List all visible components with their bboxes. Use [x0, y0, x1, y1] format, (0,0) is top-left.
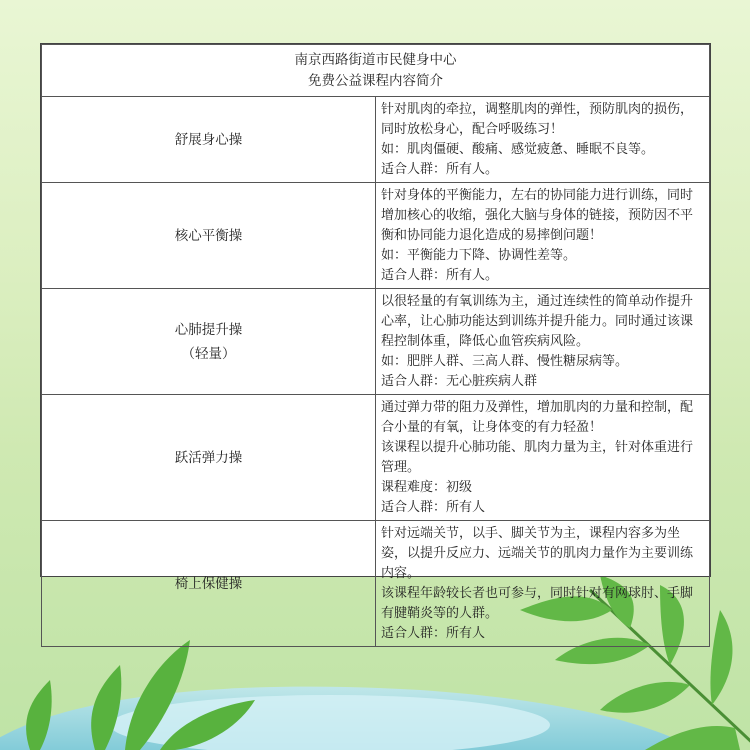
table-title — [42, 45, 710, 97]
course-name: 舒展身心操 — [42, 97, 376, 183]
course-info-card — [40, 43, 711, 641]
course-description: 通过弹力带的阻力及弹性，增加肌肉的力量和控制，配合小量的有氧，让身体变的有力轻盈！ 该课程以提升心肺功能、肌肉力量为主，针对体重进行管理。 课程难度：初级 适合人群：所有人 — [376, 395, 710, 521]
course-name: 心肺提升操 （轻量） — [42, 289, 376, 395]
course-description: 针对身体的平衡能力，左右的协同能力进行训练，同时增加核心的收缩，强化大脑与身体的链接，预防因不平衡和协同能力退化造成的易摔倒问题！ 如：平衡能力下降、协调性差等。 适合人群：所有人。 — [376, 183, 710, 289]
course-row — [42, 395, 710, 521]
course-description: 以很轻量的有氧训练为主，通过连续性的简单动作提升心率，让心肺功能达到训练并提升能力。同时通过该课程控制体重，降低心血管疾病风险。 如：肥胖人群、三高人群、慢性糖尿病等。 适合人群：无心脏疾病人群 — [376, 289, 710, 395]
table-subtitle: 免费公益课程内容简介 — [308, 73, 443, 89]
course-row — [42, 289, 710, 395]
course-name: 椅上保健操 — [42, 521, 376, 647]
center-name: 南京西路街道市民健身中心 — [294, 52, 457, 68]
course-row — [42, 521, 710, 647]
course-name: 跃活弹力操 — [42, 395, 376, 521]
table-header-row — [42, 45, 710, 97]
course-description: 针对肌肉的牵拉，调整肌肉的弹性，预防肌肉的损伤，同时放松身心，配合呼吸练习！ 如：肌肉僵硬、酸痛、感觉疲惫、睡眠不良等。 适合人群：所有人。 — [376, 97, 710, 183]
course-description: 针对远端关节，以手、脚关节为主，课程内容多为坐姿，以提升反应力、远端关节的肌肉力量作为主要训练内容。 该课程年龄较长者也可参与，同时针对有网球肘、手脚有腱鞘炎等的人群。 适合人群：所有人 — [376, 521, 710, 647]
course-row — [42, 183, 710, 289]
course-name-sub: （轻量） — [181, 345, 236, 362]
course-table — [41, 44, 710, 647]
course-name: 核心平衡操 — [42, 183, 376, 289]
course-row — [42, 97, 710, 183]
